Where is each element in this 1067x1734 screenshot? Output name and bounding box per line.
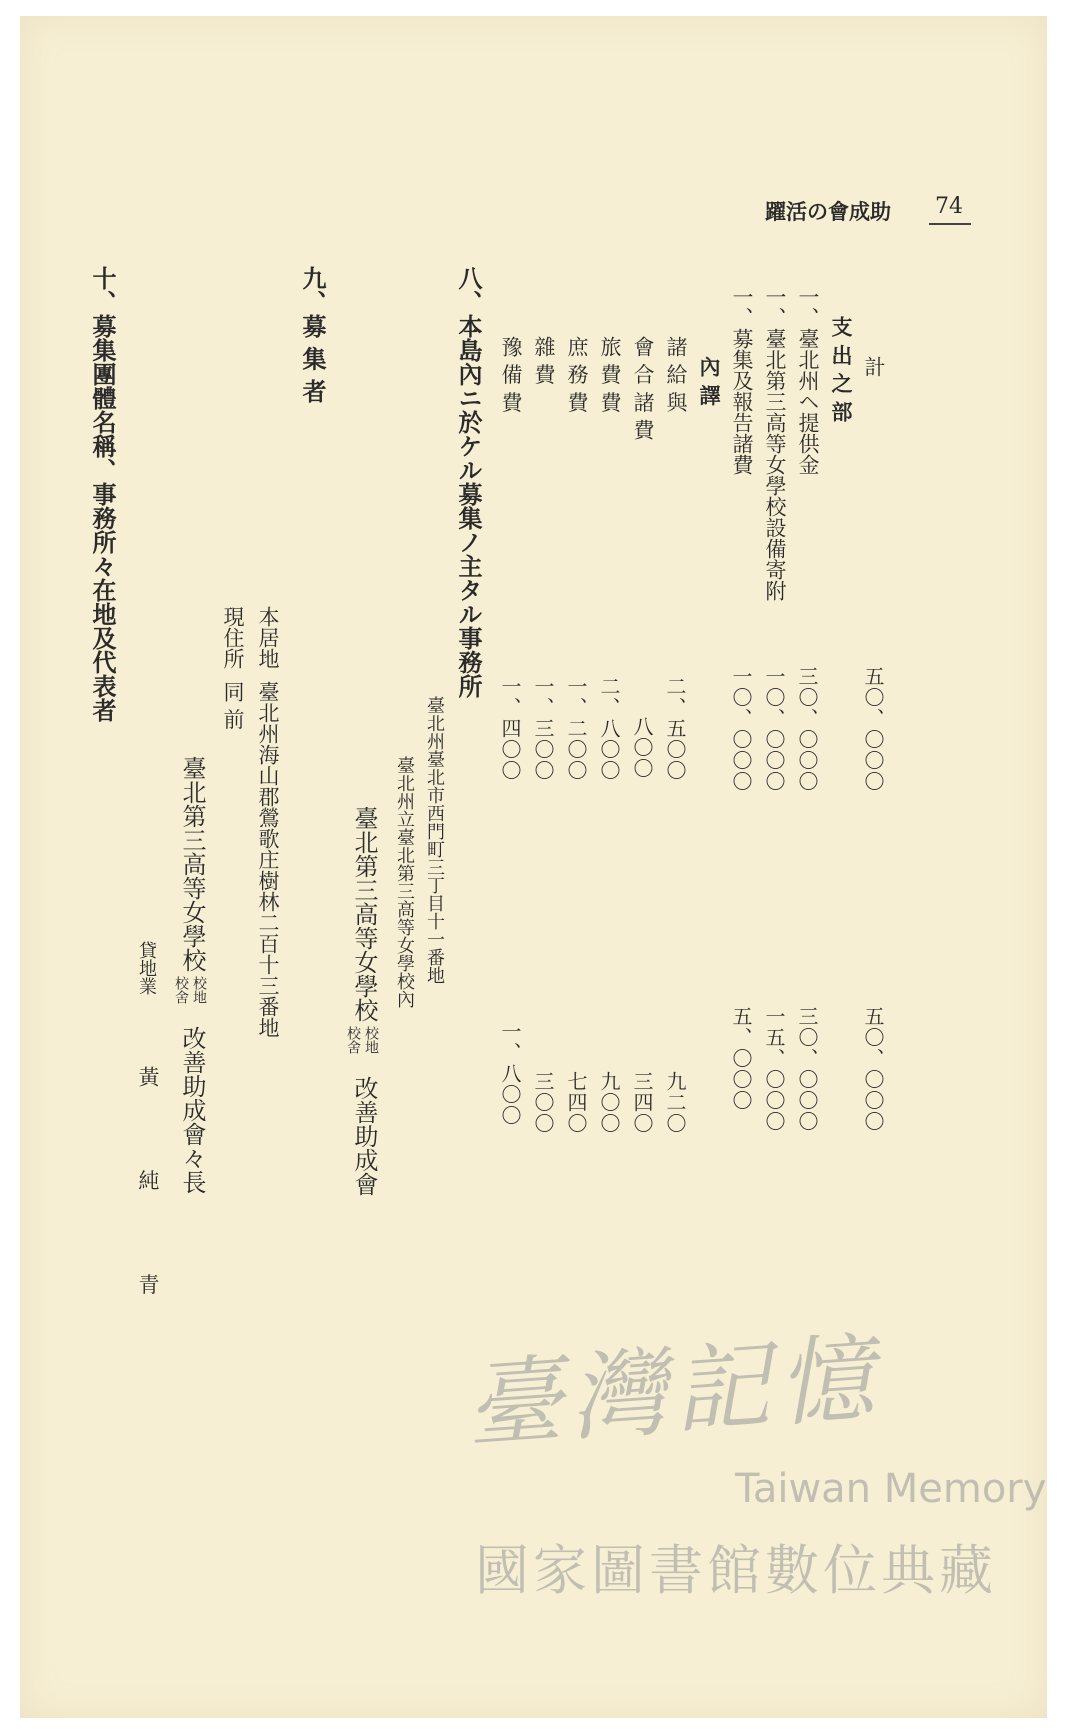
document-page: [20, 16, 1047, 1718]
breakdown-item-label: 庶 務 費: [565, 336, 589, 413]
breakdown-item-amount-2: 三四〇: [630, 1071, 654, 1134]
breakdown-item-amount-2: 九〇〇: [597, 1071, 621, 1134]
total-amount-2: 五〇、〇〇〇: [861, 1006, 885, 1132]
section-9-domicile-value: 臺北州海山郡鶯歌庄樹林二百十三番地: [256, 681, 280, 1038]
breakdown-title: 內 譯: [697, 356, 721, 406]
page-number: 74: [935, 194, 963, 219]
budget-item-amount-1: 三〇、〇〇〇: [795, 666, 819, 792]
section-9-org-small-2: 校舍: [173, 976, 189, 1004]
breakdown-item-amount-1: 一、四〇〇: [498, 676, 522, 781]
watermark-library: 國家圖書館數位典藏: [475, 1539, 997, 1602]
total-amount-1: 五〇、〇〇〇: [861, 666, 885, 792]
breakdown-item-label: 旅 費 費: [598, 336, 622, 413]
breakdown-item-label: 會 合 諸 費: [631, 336, 655, 441]
section-8-org-name: 臺北第三高等女學校: [350, 806, 378, 1022]
section-9-occupation: 貸地業: [136, 941, 157, 995]
breakdown-item-amount-2: 七四〇: [564, 1071, 588, 1134]
page-number-underline: [929, 223, 971, 225]
breakdown-item-label: 豫 備 費: [499, 336, 523, 413]
budget-item-label: 一、募集及報告諸費: [730, 286, 754, 475]
section-9-person-name: 黃 純 青: [136, 1066, 160, 1333]
section-8-org-small-2: 校舍: [345, 1026, 361, 1054]
budget-item-label: 一、臺北州ヘ提供金: [796, 286, 820, 475]
watermark-script: 臺灣記憶: [462, 1321, 885, 1463]
section-8-org-suffix: 改善助成會: [350, 1076, 378, 1196]
breakdown-item-label: 雜 費: [532, 336, 556, 385]
budget-item-amount-1: 一〇、〇〇〇: [729, 666, 753, 792]
section-9-org-small-1: 校地: [191, 976, 207, 1004]
expenditure-section-title: 支 出 之 部: [829, 316, 853, 422]
budget-item-amount-1: 一〇、〇〇〇: [762, 666, 786, 792]
breakdown-item-amount-1: 一、三〇〇: [531, 676, 555, 781]
budget-item-amount-2: 三〇、〇〇〇: [795, 1006, 819, 1132]
running-header: 躍活の會成助: [765, 199, 891, 224]
breakdown-item-amount-1: 二、八〇〇: [597, 676, 621, 781]
section-9-org-name: 臺北第三高等女學校: [178, 756, 206, 972]
breakdown-item-amount-2: 三〇〇: [531, 1071, 555, 1134]
breakdown-item-amount-2: 一、八〇〇: [498, 1021, 522, 1126]
breakdown-item-amount-1: 一、二〇〇: [564, 676, 588, 781]
section-8-address-2: 臺北州立臺北第三高等女學校內: [394, 756, 415, 1008]
breakdown-item-amount-2: 九二〇: [663, 1071, 687, 1134]
breakdown-item-amount-1: 二、五〇〇: [663, 676, 687, 781]
total-label: 計: [862, 356, 886, 377]
budget-item-amount-2: 一五、〇〇〇: [762, 1006, 786, 1132]
section-9-residence-label: 現住所: [221, 606, 245, 669]
watermark-english: Taiwan Memory: [735, 1466, 1047, 1512]
budget-item-amount-2: 五、〇〇〇: [729, 1006, 753, 1111]
section-9-heading: 九、募 集 者: [298, 266, 326, 403]
breakdown-item-amount-1: 八〇〇: [630, 716, 654, 779]
section-8-heading: 八、本島內ニ於ケル募集ノ主タル事務所: [454, 266, 482, 698]
section-9-org-suffix: 改善助成會々長: [178, 1026, 206, 1194]
budget-item-label: 一、臺北第三高等女學校設備寄附: [763, 286, 787, 601]
breakdown-item-label: 諸 給 與: [664, 336, 688, 413]
section-9-residence-value: 同 前: [221, 681, 245, 730]
section-8-org-small-1: 校地: [363, 1026, 379, 1054]
section-9-domicile-label: 本居地: [256, 606, 280, 669]
section-10-heading: 十、募集團體名稱、事務所々在地及代表者: [88, 266, 116, 722]
section-8-address-1: 臺北州臺北市西門町三丁目十一番地: [424, 696, 445, 984]
